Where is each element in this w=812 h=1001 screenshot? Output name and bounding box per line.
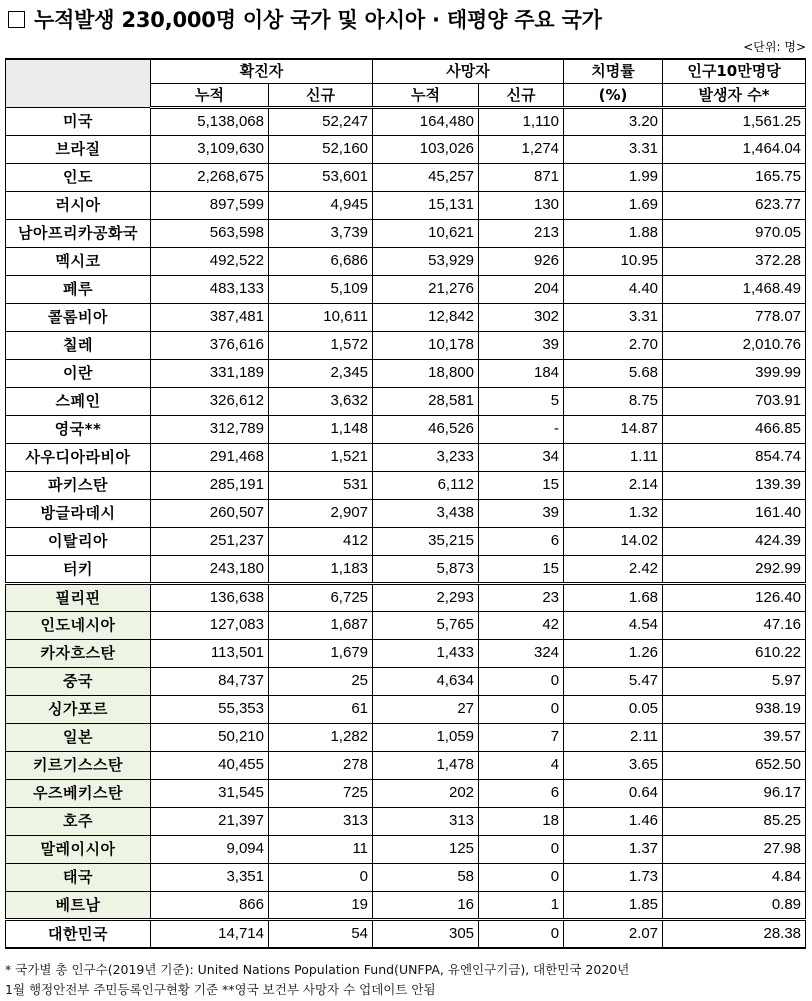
confirmed-new-cell: 53,601	[269, 163, 373, 191]
confirmed-new-header: 신규	[269, 83, 373, 107]
fatality-rate-cell: 1.99	[564, 163, 663, 191]
per100k-cell: 778.07	[663, 303, 806, 331]
deaths-cumulative-cell: 58	[373, 863, 479, 891]
confirmed-new-cell: 3,632	[269, 387, 373, 415]
deaths-cumulative-header: 누적	[373, 83, 479, 107]
per100k-cell: 854.74	[663, 443, 806, 471]
confirmed-cumulative-cell: 866	[151, 891, 269, 919]
country-name: 브라질	[6, 135, 151, 163]
country-name: 페루	[6, 275, 151, 303]
confirmed-cumulative-cell: 136,638	[151, 583, 269, 611]
deaths-header: 사망자	[373, 59, 564, 83]
deaths-new-cell: 5	[479, 387, 564, 415]
deaths-cumulative-cell: 10,178	[373, 331, 479, 359]
table-row	[6, 639, 806, 667]
per100k-cell: 28.38	[663, 919, 806, 948]
per100k-cell: 5.97	[663, 667, 806, 695]
footnote-line-2: 1월 행정안전부 주민등록인구현황 기준 **영국 보건부 사망자 수 업데이트 안됨	[5, 982, 436, 997]
table-row	[6, 695, 806, 723]
per100k-cell: 2,010.76	[663, 331, 806, 359]
deaths-new-cell: 42	[479, 611, 564, 639]
confirmed-new-cell: 6,686	[269, 247, 373, 275]
deaths-cumulative-cell: 305	[373, 919, 479, 948]
deaths-new-cell: 0	[479, 863, 564, 891]
fatality-rate-cell: 1.26	[564, 639, 663, 667]
country-name: 베트남	[6, 891, 151, 919]
table-row	[6, 191, 806, 219]
fatality-rate-cell: 1.32	[564, 499, 663, 527]
confirmed-new-cell: 1,679	[269, 639, 373, 667]
confirmed-new-cell: 61	[269, 695, 373, 723]
deaths-cumulative-cell: 3,438	[373, 499, 479, 527]
country-name: 호주	[6, 807, 151, 835]
country-name: 필리핀	[6, 583, 151, 611]
country-name: 파키스탄	[6, 471, 151, 499]
country-name: 남아프리카공화국	[6, 219, 151, 247]
fatality-rate-cell: 3.65	[564, 751, 663, 779]
per100k-cell: 85.25	[663, 807, 806, 835]
table-body	[6, 107, 806, 948]
table-row	[6, 555, 806, 583]
fatality-rate-cell: 1.85	[564, 891, 663, 919]
country-name: 카자흐스탄	[6, 639, 151, 667]
table-row	[6, 499, 806, 527]
confirmed-new-cell: 11	[269, 835, 373, 863]
confirmed-cumulative-cell: 243,180	[151, 555, 269, 583]
confirmed-new-cell: 3,739	[269, 219, 373, 247]
fatality-rate-cell: 2.11	[564, 723, 663, 751]
deaths-cumulative-cell: 35,215	[373, 527, 479, 555]
confirmed-cumulative-cell: 291,468	[151, 443, 269, 471]
table-row	[6, 443, 806, 471]
per100k-header: 인구10만명당	[663, 59, 806, 83]
per100k-cell: 126.40	[663, 583, 806, 611]
deaths-new-cell: 213	[479, 219, 564, 247]
country-name: 중국	[6, 667, 151, 695]
corner-header	[6, 59, 151, 107]
country-name: 싱가포르	[6, 695, 151, 723]
deaths-new-cell: 184	[479, 359, 564, 387]
confirmed-cumulative-cell: 312,789	[151, 415, 269, 443]
deaths-cumulative-cell: 28,581	[373, 387, 479, 415]
per100k-cell: 1,561.25	[663, 107, 806, 135]
confirmed-cumulative-cell: 113,501	[151, 639, 269, 667]
table-row	[6, 275, 806, 303]
confirmed-new-cell: 1,521	[269, 443, 373, 471]
confirmed-cumulative-cell: 21,397	[151, 807, 269, 835]
country-name: 말레이시아	[6, 835, 151, 863]
deaths-new-cell: -	[479, 415, 564, 443]
deaths-cumulative-cell: 21,276	[373, 275, 479, 303]
deaths-new-cell: 926	[479, 247, 564, 275]
table-row	[6, 359, 806, 387]
confirmed-cumulative-cell: 326,612	[151, 387, 269, 415]
deaths-cumulative-cell: 10,621	[373, 219, 479, 247]
confirmed-new-cell: 5,109	[269, 275, 373, 303]
table-row	[6, 779, 806, 807]
country-name: 칠레	[6, 331, 151, 359]
fatality-header: 치명률	[564, 59, 663, 83]
confirmed-new-cell: 52,160	[269, 135, 373, 163]
table-row	[6, 583, 806, 611]
deaths-cumulative-cell: 53,929	[373, 247, 479, 275]
table-row	[6, 107, 806, 135]
country-name: 방글라데시	[6, 499, 151, 527]
confirmed-cumulative-cell: 285,191	[151, 471, 269, 499]
confirmed-new-cell: 25	[269, 667, 373, 695]
table-row	[6, 163, 806, 191]
country-name: 미국	[6, 107, 151, 135]
confirmed-new-cell: 1,687	[269, 611, 373, 639]
deaths-new-cell: 39	[479, 331, 564, 359]
country-name: 러시아	[6, 191, 151, 219]
deaths-new-cell: 39	[479, 499, 564, 527]
footnote	[5, 960, 809, 1000]
confirmed-new-cell: 54	[269, 919, 373, 948]
table-row	[6, 471, 806, 499]
table-row	[6, 611, 806, 639]
fatality-unit-header: (%)	[564, 83, 663, 107]
deaths-cumulative-cell: 15,131	[373, 191, 479, 219]
deaths-new-cell: 1,110	[479, 107, 564, 135]
deaths-new-cell: 34	[479, 443, 564, 471]
deaths-cumulative-cell: 45,257	[373, 163, 479, 191]
per100k-cell: 165.75	[663, 163, 806, 191]
deaths-new-cell: 0	[479, 919, 564, 948]
per100k-cell: 0.89	[663, 891, 806, 919]
deaths-new-cell: 6	[479, 779, 564, 807]
country-name: 우즈베키스탄	[6, 779, 151, 807]
confirmed-new-cell: 1,282	[269, 723, 373, 751]
confirmed-cumulative-cell: 127,083	[151, 611, 269, 639]
fatality-rate-cell: 0.05	[564, 695, 663, 723]
footnote-line-1: * 국가별 총 인구수(2019년 기준): United Nations Population Fund(UNFPA, 유엔인구기금), 대한민국 2020년	[5, 962, 630, 977]
table-row	[6, 723, 806, 751]
deaths-new-cell: 18	[479, 807, 564, 835]
deaths-cumulative-cell: 3,233	[373, 443, 479, 471]
confirmed-new-cell: 278	[269, 751, 373, 779]
deaths-cumulative-cell: 1,433	[373, 639, 479, 667]
table-row	[6, 807, 806, 835]
covid-stats-table	[5, 58, 806, 949]
per100k-cell: 27.98	[663, 835, 806, 863]
country-name: 콜롬비아	[6, 303, 151, 331]
table-row	[6, 331, 806, 359]
per100k-cell: 47.16	[663, 611, 806, 639]
per100k-cell: 424.39	[663, 527, 806, 555]
per100k-cell: 372.28	[663, 247, 806, 275]
confirmed-new-cell: 1,572	[269, 331, 373, 359]
fatality-rate-cell: 2.14	[564, 471, 663, 499]
confirmed-cumulative-cell: 387,481	[151, 303, 269, 331]
confirmed-new-cell: 52,247	[269, 107, 373, 135]
confirmed-cumulative-cell: 5,138,068	[151, 107, 269, 135]
table-row	[6, 415, 806, 443]
table-row	[6, 527, 806, 555]
deaths-new-cell: 0	[479, 835, 564, 863]
deaths-cumulative-cell: 16	[373, 891, 479, 919]
table-row	[6, 751, 806, 779]
title-text: 누적발생 230,000명 이상 국가 및 아시아 · 태평양 주요 국가	[34, 8, 602, 32]
confirmed-cumulative-cell: 3,109,630	[151, 135, 269, 163]
fatality-rate-cell: 1.68	[564, 583, 663, 611]
confirmed-cumulative-cell: 14,714	[151, 919, 269, 948]
deaths-new-cell: 1,274	[479, 135, 564, 163]
country-name: 키르기스스탄	[6, 751, 151, 779]
deaths-cumulative-cell: 125	[373, 835, 479, 863]
confirmed-cumulative-cell: 50,210	[151, 723, 269, 751]
deaths-new-cell: 15	[479, 471, 564, 499]
confirmed-new-cell: 19	[269, 891, 373, 919]
per100k-cell: 4.84	[663, 863, 806, 891]
deaths-cumulative-cell: 313	[373, 807, 479, 835]
confirmed-cumulative-cell: 483,133	[151, 275, 269, 303]
table-row	[6, 387, 806, 415]
deaths-new-cell: 23	[479, 583, 564, 611]
deaths-cumulative-cell: 1,059	[373, 723, 479, 751]
confirmed-cumulative-cell: 55,353	[151, 695, 269, 723]
per100k-cell: 96.17	[663, 779, 806, 807]
fatality-rate-cell: 2.42	[564, 555, 663, 583]
page-title	[6, 2, 602, 36]
deaths-new-cell: 4	[479, 751, 564, 779]
deaths-cumulative-cell: 103,026	[373, 135, 479, 163]
confirmed-cumulative-cell: 84,737	[151, 667, 269, 695]
per100k-cell: 703.91	[663, 387, 806, 415]
deaths-new-cell: 1	[479, 891, 564, 919]
per100k-cell: 1,464.04	[663, 135, 806, 163]
confirmed-new-cell: 2,345	[269, 359, 373, 387]
per100k-cell: 938.19	[663, 695, 806, 723]
confirmed-new-cell: 412	[269, 527, 373, 555]
per100k-cell: 652.50	[663, 751, 806, 779]
table-row	[6, 891, 806, 919]
country-name: 이탈리아	[6, 527, 151, 555]
table-row	[6, 303, 806, 331]
fatality-rate-cell: 1.37	[564, 835, 663, 863]
deaths-new-cell: 15	[479, 555, 564, 583]
fatality-rate-cell: 2.70	[564, 331, 663, 359]
confirmed-cumulative-cell: 492,522	[151, 247, 269, 275]
deaths-new-cell: 324	[479, 639, 564, 667]
confirmed-new-cell: 1,183	[269, 555, 373, 583]
deaths-new-cell: 871	[479, 163, 564, 191]
confirmed-new-cell: 1,148	[269, 415, 373, 443]
country-name: 멕시코	[6, 247, 151, 275]
fatality-rate-cell: 14.87	[564, 415, 663, 443]
confirmed-cumulative-cell: 40,455	[151, 751, 269, 779]
deaths-cumulative-cell: 46,526	[373, 415, 479, 443]
confirmed-cumulative-cell: 376,616	[151, 331, 269, 359]
confirmed-cumulative-header: 누적	[151, 83, 269, 107]
confirmed-cumulative-cell: 563,598	[151, 219, 269, 247]
deaths-cumulative-cell: 6,112	[373, 471, 479, 499]
fatality-rate-cell: 1.46	[564, 807, 663, 835]
confirmed-new-cell: 725	[269, 779, 373, 807]
fatality-rate-cell: 3.31	[564, 135, 663, 163]
fatality-rate-cell: 8.75	[564, 387, 663, 415]
deaths-cumulative-cell: 18,800	[373, 359, 479, 387]
table-row	[6, 667, 806, 695]
per100k-cell: 399.99	[663, 359, 806, 387]
fatality-rate-cell: 0.64	[564, 779, 663, 807]
deaths-new-header: 신규	[479, 83, 564, 107]
confirmed-new-cell: 531	[269, 471, 373, 499]
country-name: 스페인	[6, 387, 151, 415]
country-name: 인도	[6, 163, 151, 191]
confirmed-cumulative-cell: 897,599	[151, 191, 269, 219]
deaths-cumulative-cell: 164,480	[373, 107, 479, 135]
confirmed-new-cell: 4,945	[269, 191, 373, 219]
confirmed-new-cell: 6,725	[269, 583, 373, 611]
fatality-rate-cell: 1.88	[564, 219, 663, 247]
checkbox-square-icon	[8, 11, 25, 28]
deaths-new-cell: 204	[479, 275, 564, 303]
confirmed-new-cell: 313	[269, 807, 373, 835]
deaths-new-cell: 7	[479, 723, 564, 751]
table-row	[6, 835, 806, 863]
country-name: 태국	[6, 863, 151, 891]
fatality-rate-cell: 10.95	[564, 247, 663, 275]
deaths-cumulative-cell: 202	[373, 779, 479, 807]
fatality-rate-cell: 4.40	[564, 275, 663, 303]
confirmed-cumulative-cell: 331,189	[151, 359, 269, 387]
fatality-rate-cell: 1.69	[564, 191, 663, 219]
per100k-cell: 970.05	[663, 219, 806, 247]
confirmed-new-cell: 2,907	[269, 499, 373, 527]
deaths-new-cell: 0	[479, 667, 564, 695]
deaths-cumulative-cell: 5,765	[373, 611, 479, 639]
fatality-rate-cell: 1.73	[564, 863, 663, 891]
table-row	[6, 919, 806, 948]
country-name: 터키	[6, 555, 151, 583]
deaths-new-cell: 0	[479, 695, 564, 723]
confirmed-cumulative-cell: 9,094	[151, 835, 269, 863]
confirmed-cumulative-cell: 2,268,675	[151, 163, 269, 191]
fatality-rate-cell: 5.68	[564, 359, 663, 387]
deaths-cumulative-cell: 27	[373, 695, 479, 723]
country-name: 인도네시아	[6, 611, 151, 639]
per100k-cell: 139.39	[663, 471, 806, 499]
country-name: 이란	[6, 359, 151, 387]
fatality-rate-cell: 1.11	[564, 443, 663, 471]
fatality-rate-cell: 5.47	[564, 667, 663, 695]
per100k-cell: 623.77	[663, 191, 806, 219]
country-name: 일본	[6, 723, 151, 751]
deaths-cumulative-cell: 2,293	[373, 583, 479, 611]
confirmed-cumulative-cell: 251,237	[151, 527, 269, 555]
per100k-cell: 161.40	[663, 499, 806, 527]
fatality-rate-cell: 3.31	[564, 303, 663, 331]
deaths-cumulative-cell: 12,842	[373, 303, 479, 331]
confirmed-cumulative-cell: 31,545	[151, 779, 269, 807]
deaths-new-cell: 6	[479, 527, 564, 555]
deaths-cumulative-cell: 1,478	[373, 751, 479, 779]
confirmed-cumulative-cell: 260,507	[151, 499, 269, 527]
per100k-subheader: 발생자 수*	[663, 83, 806, 107]
fatality-rate-cell: 3.20	[564, 107, 663, 135]
country-name: 영국**	[6, 415, 151, 443]
deaths-new-cell: 130	[479, 191, 564, 219]
confirmed-cumulative-cell: 3,351	[151, 863, 269, 891]
fatality-rate-cell: 14.02	[564, 527, 663, 555]
per100k-cell: 1,468.49	[663, 275, 806, 303]
country-name: 사우디아라비아	[6, 443, 151, 471]
table-row	[6, 135, 806, 163]
deaths-cumulative-cell: 4,634	[373, 667, 479, 695]
deaths-cumulative-cell: 5,873	[373, 555, 479, 583]
confirmed-new-cell: 0	[269, 863, 373, 891]
table-row	[6, 863, 806, 891]
per100k-cell: 39.57	[663, 723, 806, 751]
per100k-cell: 466.85	[663, 415, 806, 443]
per100k-cell: 292.99	[663, 555, 806, 583]
table-row	[6, 247, 806, 275]
fatality-rate-cell: 2.07	[564, 919, 663, 948]
table-row	[6, 219, 806, 247]
unit-note: <단위: 명>	[743, 40, 806, 54]
per100k-cell: 610.22	[663, 639, 806, 667]
confirmed-header: 확진자	[151, 59, 373, 83]
deaths-new-cell: 302	[479, 303, 564, 331]
country-name: 대한민국	[6, 919, 151, 948]
confirmed-new-cell: 10,611	[269, 303, 373, 331]
fatality-rate-cell: 4.54	[564, 611, 663, 639]
